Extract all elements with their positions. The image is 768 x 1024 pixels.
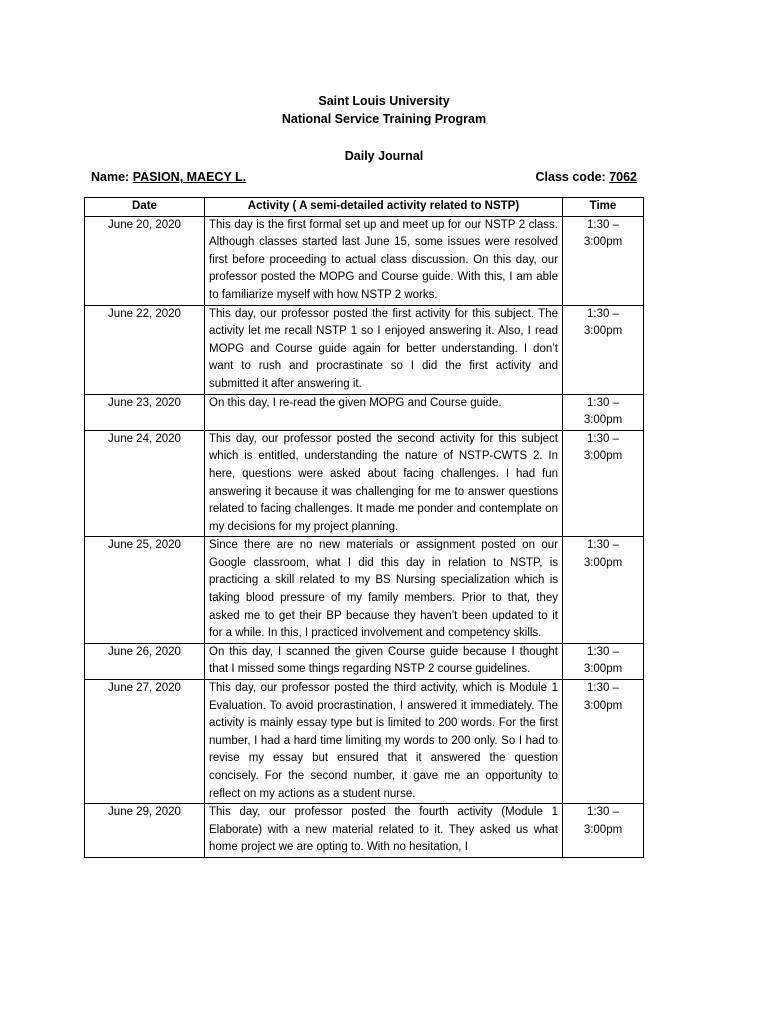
table-row bbox=[85, 394, 644, 430]
row-time: 1:30 – 3:00pm bbox=[563, 216, 644, 305]
header-activity: Activity ( A semi-detailed activity related to NSTP) bbox=[205, 198, 563, 217]
table-row bbox=[85, 216, 644, 305]
table-row bbox=[85, 643, 644, 679]
table-row bbox=[85, 430, 644, 537]
row-time: 1:30 – 3:00pm bbox=[563, 804, 644, 858]
journal-table bbox=[84, 197, 644, 858]
row-date: June 26, 2020 bbox=[85, 643, 205, 679]
row-time: 1:30 – 3:00pm bbox=[563, 537, 644, 644]
row-time: 1:30 – 3:00pm bbox=[563, 680, 644, 804]
row-activity: This day, our professor posted the fourth activity (Module 1 Elaborate) with a new material related to it. They asked us what home project we are opting to. With no hesitation, I bbox=[205, 804, 563, 858]
row-activity: This day, our professor posted the third activity, which is Module 1 Evaluation. To avoid procrastination, I answered it immediately. The activity is mainly essay type but is limited to 200 words. For the first number, I had a hard time limiting my words to 200 only. So I had to revise my essay but ensured that it answered the question concisely. For the second number, it gave me an opportunity to reflect on my actions as a student nurse. bbox=[205, 680, 563, 804]
row-date: June 22, 2020 bbox=[85, 305, 205, 394]
document-title: Daily Journal bbox=[344, 149, 424, 163]
name-label: Name: bbox=[91, 170, 130, 184]
row-date: June 25, 2020 bbox=[85, 537, 205, 644]
row-activity: This day is the first formal set up and meet up for our NSTP 2 class. Although classes started last June 15, some issues were resolved first before proceeding to actual class discussion. On this day, our professor posted the MOPG and Course guide. With this, I am able to familiarize myself with how NSTP 2 works. bbox=[205, 216, 563, 305]
row-time: 1:30 – 3:00pm bbox=[563, 643, 644, 679]
row-activity: On this day, I scanned the given Course guide because I thought that I missed some things regarding NSTP 2 course guidelines. bbox=[205, 643, 563, 679]
row-activity: Since there are no new materials or assignment posted on our Google classroom, what I did this day in relation to NSTP, is practicing a skill related to my BS Nursing specialization which is taking blood pressure of my family members. Prior to that, they asked me to get their BP because they haven’t been updated to it for a while. In this, I practiced involvement and competency skills. bbox=[205, 537, 563, 644]
name-value: PASION, MAECY L. bbox=[132, 170, 247, 184]
program-name: National Service Training Program bbox=[281, 112, 487, 126]
header-time: Time bbox=[563, 198, 644, 217]
row-time: 1:30 – 3:00pm bbox=[563, 305, 644, 394]
class-code bbox=[536, 168, 637, 186]
row-date: June 27, 2020 bbox=[85, 680, 205, 804]
header-date: Date bbox=[85, 198, 205, 217]
row-date: June 20, 2020 bbox=[85, 216, 205, 305]
university-name: Saint Louis University bbox=[318, 94, 450, 108]
row-time: 1:30 – 3:00pm bbox=[563, 430, 644, 537]
row-activity: This day, our professor posted the first activity for this subject. The activity let me recall NSTP 1 so I enjoyed answering it. Also, I read MOPG and Course guide again for better understanding. I don’t want to rush and procrastinate so I did the first activity and submitted it after answering it. bbox=[205, 305, 563, 394]
row-time: 1:30 – 3:00pm bbox=[563, 394, 644, 430]
document-header bbox=[0, 92, 768, 165]
row-activity: This day, our professor posted the second activity for this subject which is entitled, understanding the nature of NSTP-CWTS 2. In here, questions were asked about facing challenges. I had fun answering it because it was challenging for me to answer questions related to facing challenges. It made me ponder and contemplate on my decisions for my project planning. bbox=[205, 430, 563, 537]
row-date: June 24, 2020 bbox=[85, 430, 205, 537]
class-code-label: Class code: bbox=[535, 170, 606, 184]
table-row bbox=[85, 680, 644, 804]
table-row bbox=[85, 537, 644, 644]
class-code-value: 7062 bbox=[609, 170, 637, 184]
table-header-row bbox=[85, 198, 644, 217]
student-name bbox=[91, 168, 246, 186]
row-activity: On this day, I re-read the given MOPG and Course guide. bbox=[205, 394, 563, 430]
table-row bbox=[85, 305, 644, 394]
table-row bbox=[85, 804, 644, 858]
row-date: June 29, 2020 bbox=[85, 804, 205, 858]
row-date: June 23, 2020 bbox=[85, 394, 205, 430]
